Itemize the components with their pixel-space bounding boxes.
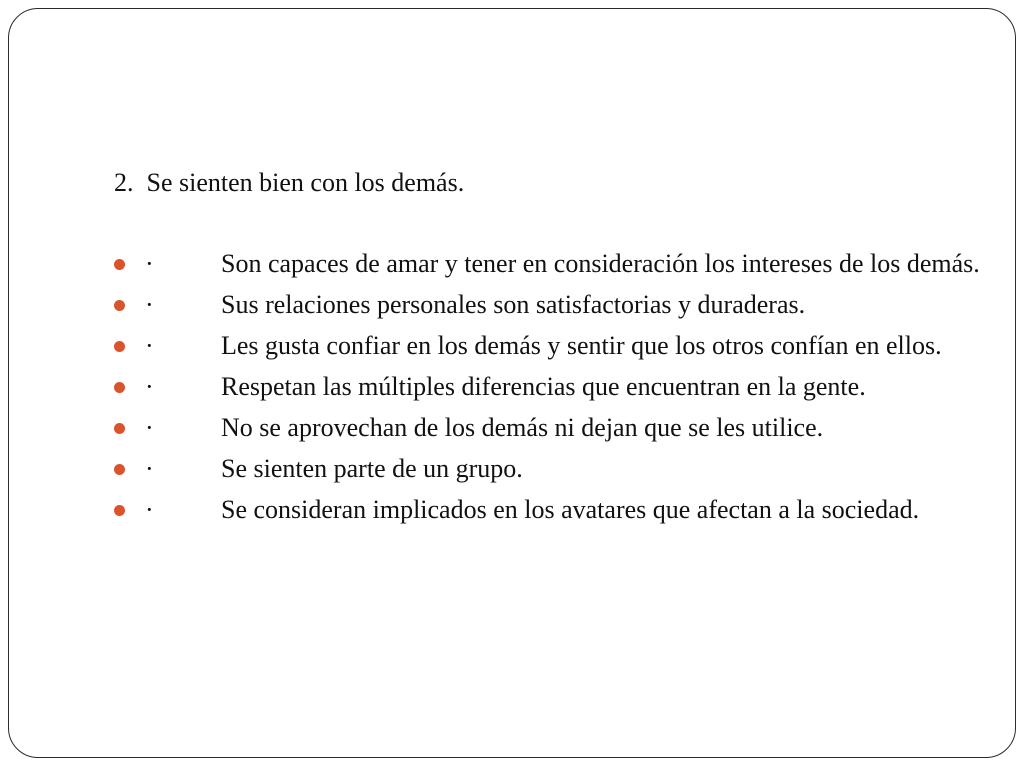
bullet-icon — [114, 259, 125, 270]
bullet-text: No se aprovechan de los demás ni dejan que se les utilice. — [221, 413, 824, 442]
bullet-text: Son capaces de amar y tener en consideración los intereses de los demás. — [221, 249, 980, 278]
list-item — [113, 249, 983, 279]
middle-dot-marker: · — [145, 331, 154, 360]
bullet-icon — [114, 300, 125, 311]
middle-dot-marker: · — [145, 413, 154, 442]
bullet-text: Se consideran implicados en los avatares que afectan a la sociedad. — [221, 495, 920, 524]
bullet-text: Les gusta confiar en los demás y sentir que los otros confían en ellos. — [221, 331, 942, 360]
bullet-list — [113, 249, 983, 536]
list-item — [113, 454, 983, 484]
list-item — [113, 413, 983, 443]
bullet-icon — [114, 382, 125, 393]
bullet-icon — [114, 341, 125, 352]
bullet-text: Se sienten parte de un grupo. — [221, 454, 523, 483]
list-item — [113, 372, 983, 402]
middle-dot-marker: · — [145, 290, 154, 319]
bullet-icon — [114, 505, 125, 516]
slide-heading: 2. Se sienten bien con los demás. — [114, 168, 465, 197]
bullet-text: Sus relaciones personales son satisfactorias y duraderas. — [221, 290, 806, 319]
slide-frame — [8, 8, 1016, 758]
bullet-icon — [114, 464, 125, 475]
list-item — [113, 331, 983, 361]
middle-dot-marker: · — [145, 372, 154, 401]
slide-content — [9, 9, 1017, 759]
list-item — [113, 495, 983, 525]
middle-dot-marker: · — [145, 495, 154, 524]
bullet-text: Respetan las múltiples diferencias que encuentran en la gente. — [221, 372, 866, 401]
bullet-icon — [114, 423, 125, 434]
middle-dot-marker: · — [145, 454, 154, 483]
list-item — [113, 290, 983, 320]
middle-dot-marker: · — [145, 249, 154, 278]
